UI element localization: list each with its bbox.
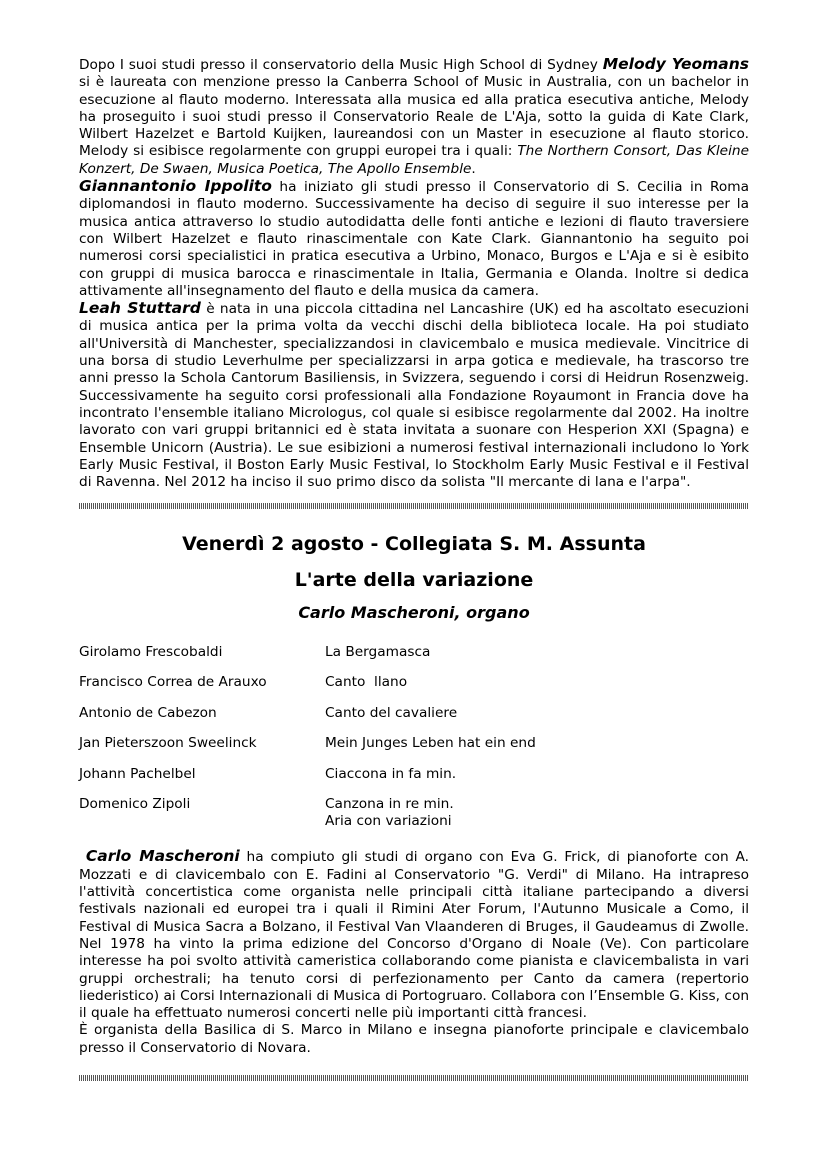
program-composer: Domenico Zipoli: [79, 796, 191, 813]
program-piece: Ciaccona in fa min.: [325, 766, 457, 783]
program-composer: Francisco Correa de Arauxo: [79, 674, 267, 691]
section-divider-bottom: [79, 1075, 749, 1081]
concert-performer: Carlo Mascheroni, organo: [298, 603, 530, 623]
bio-name: Carlo Mascheroni: [85, 847, 240, 866]
bio-name: Leah Stuttard: [79, 299, 201, 318]
program-composer: Johann Pachelbel: [79, 766, 196, 783]
bio-melody-yeomans: [79, 56, 749, 178]
program-piece: Mein Junges Leben hat ein end: [325, 735, 536, 752]
bio-ensembles: The Northern Consort, Das Kleine Konzert, De Swaen, Musica Poetica, The Apollo Ensemble: [79, 143, 750, 177]
bio-leah-stuttard: [79, 300, 749, 491]
program-composer: Girolamo Frescobaldi: [79, 644, 223, 661]
bio-end: .: [471, 160, 476, 177]
program-piece-second: Aria con variazioni: [325, 813, 452, 830]
program-piece: La Bergamasca: [325, 644, 431, 661]
bio-intro: Dopo I suoi studi presso il conservatorio della Music High School di Sydney: [79, 57, 603, 73]
bio-text: si è laureata con menzione presso la Canberra School of Music in Australia, con un bachelor in esecuzione al flauto moderno. Interessata alla musica ed alla pratica esecutiva antiche, Melody ha proseguito i suoi studi presso il Conservatorio Reale de L'Aja, sotto la guida di Kate Clark, Wilbert Hazelzet e Bartold Kuijken, laureandosi con un Master in esecuzione al flauto storico. Melody si esibisce regolarmente con gruppi europei tra i quali:: [79, 74, 749, 160]
bio-giannantonio-ippolito: [79, 178, 749, 300]
bio-text-second: È organista della Basilica di S. Marco in Milano e insegna pianoforte principale e clavicembalo presso il Conservatorio di Novara.: [79, 1022, 749, 1056]
bio-text: ha iniziato gli studi presso il Conservatorio di S. Cecilia in Roma diplomandosi in flauto moderno. Successivamente ha deciso di seguire il suo interesse per la musica antica attraverso lo studio autodidatta delle fonti antiche e lezioni di flauto traversiere con Wilbert Hazelzet e flauto rinascimentale con Kate Clark. Giannantonio ha seguito poi numerosi corsi specialistici in pratica esecutiva a Urbino, Monaco, Burgos e L'Aja e si è esibito con gruppi di musica barocca e rinascimentale in Italia, Germania e Olanda. Inoltre si dedica attivamente all'insegnamento del flauto e della musica da camera.: [79, 179, 749, 299]
bio-name: Melody Yeomans: [602, 55, 749, 73]
program-list: [79, 644, 749, 840]
concert-heading: Venerdì 2 agosto - Collegiata S. M. Assunta: [182, 533, 646, 556]
bio-name: Giannantonio Ippolito: [79, 177, 272, 196]
program-composer: Antonio de Cabezon: [79, 705, 217, 722]
program-piece: Canto del cavaliere: [325, 705, 458, 722]
program-piece: Canzona in re min.: [325, 796, 454, 813]
bio-carlo-mascheroni: [79, 848, 749, 1057]
concert-title: L'arte della variazione: [294, 569, 534, 592]
document-page: [79, 56, 749, 1081]
program-piece: Canto llano: [325, 674, 408, 691]
bio-text: ha compiuto gli studi di organo con Eva G. Frick, di pianoforte con A. Mozzati e di clavicembalo con E. Fadini al Conservatorio "G. Verdi" di Milano. Ha intrapreso l'attività concertistica come organista nelle principali città italiane partecipando a diversi festivals nazionali ed europei tra i quali il Rimini Ater Forum, l'Autunno Musicale a Como, il Festival di Musica Sacra a Bolzano, il Festival Van Vlaanderen di Bruges, il Gaudeamus di Zwolle. Nel 1978 ha vinto la prima edizione del Concorso d'Organo di Noale (Ve). Con particolare interesse ha poi svolto attività cameristica collaborando come pianista e clavicembalista in vari gruppi orchestrali; ha tenuto corsi di perfezionamento per Canto da camera (repertorio liederistico) ai Corsi Internazionali di Musica di Portogruaro. Collabora con l’Ensemble G. Kiss, con il quale ha effettuato numerosi concerti nelle più importanti città francesi.: [79, 849, 749, 1022]
section-divider: [79, 503, 749, 509]
program-composer: Jan Pieterszoon Sweelinck: [79, 735, 257, 752]
bio-text: è nata in una piccola cittadina nel Lancashire (UK) ed ha ascoltato esecuzioni di musica antica per la prima volta da vecchi dischi della biblioteca locale. Ha poi studiato all'Università di Manchester, specializzandosi in clavicembalo e musica medievale. Vincitrice di una borsa di studio Leverhulme per specializzarsi in arpa gotica e medievale, ha trascorso tre anni presso la Schola Cantorum Basiliensis, in Svizzera, seguendo i corsi di Heidrun Rosenzweig. Successivamente ha seguito corsi professionali alla Fondazione Royaumont in Francia dove ha incontrato l'ensemble italiano Micrologus, col quale si esibisce regolarmente dal 2002. Ha inoltre lavorato con vari gruppi britannici ed è stata invitata a suonare con Hesperion XXI (Spagna) e Ensemble Unicorn (Austria). Le sue esibizioni a numerosi festival internazionali includono lo York Early Music Festival, il Boston Early Music Festival, lo Stockholm Early Music Festival e il Festival di Ravenna. Nel 2012 ha inciso il suo primo disco da solista "Il mercante di lana e l'arpa".: [79, 301, 749, 491]
